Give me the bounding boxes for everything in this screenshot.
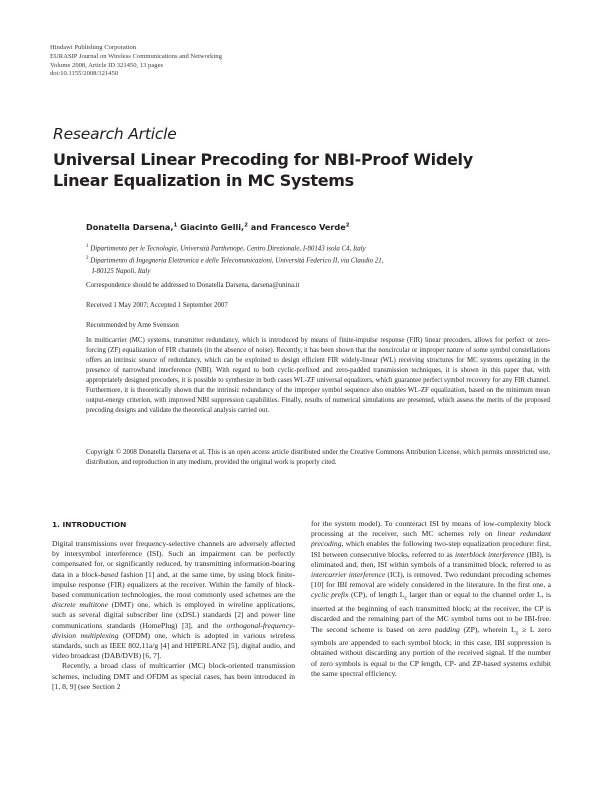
emphasis: intercarrier interference [311,570,386,580]
article-type: Research Article [53,125,177,143]
emphasis: orthogonal-frequency-division multiplexing [52,620,295,640]
doi: doi:10.1155/2008/321450 [50,70,119,78]
author-2: Giacinto Gelli, [177,222,245,232]
text-run: (CP), of length L [348,590,405,600]
affiliation-2-cont: I-80125 Napoli, Italy [92,267,151,275]
subscript: z [515,629,519,637]
affiliation-1-mark: 1 [86,244,89,249]
affiliations [86,242,383,277]
text-run: , which enables the following two-step equalization procedure: first, ISI between consecutive blocks, referred to as [311,539,551,559]
affiliation-1-text: Dipartimento per le Tecnologie, Università Parthenope, Centro Direzionale, I-80143 isola C4, Italy [88,245,366,253]
copyright-notice: Copyright © 2008 Donatella Darsena et al. This is an open access article distributed under the Creative Commons Attribution License, which permits unrestricted use, distribution, and reproduction in any medium, provided the original work is properly cited. [86,449,550,466]
text-run: (ICI), is removed. Two redundant precoding schemes [10] for IBI removal are widely considered in the literature. In the first one, a [311,570,551,590]
affiliation-2-mark: 2 [86,256,89,262]
affiliation-2 [86,254,383,266]
author-1: Donatella Darsena, [86,222,174,232]
journal-header [50,44,222,79]
received-date: Received 1 May 2007; Accepted 1 September 2007 [86,302,228,309]
journal-name: EURASIP Journal on Wireless Communications and Networking [50,52,222,60]
subscript: c [404,594,408,602]
volume-info: Volume 2008, Article ID 321450, 13 pages [50,61,164,69]
abstract: In multicarrier (MC) systems, transmitter redundancy, which is introduced by means of finite-impulse response (FIR) linear precoders, allows for perfect or zero-forcing (ZF) equalization of FIR channels (in the absence of noise). Recently, it has been shown that the noncircular or improper nature of some symbol constellations offers an intrinsic source of redundancy, which can be exploited to design efficient FIR widely-linear (WL) receiving structures for MC systems operating in the presence of narrowband interference (NBI). With regard to both cyclic-prefixed and zero-padded transmission techniques, it is shown in this paper that, with appropriately designed precoders, it is possible to synthesize in both cases WL-ZF universal equalizers, which guarantee perfect symbol recovery for any FIR channel. Furthermore, it is theoretically shown that the intrinsic redundancy of the improper symbol sequence also enables WL-ZF equalization, based on the minimum mean output-energy criterion, with improved NBI suppression capabilities. Finally, results of numerical simulations are presented, which assess the merits of the proposed precoding designs and validate the theoretical analysis carried out. [86,337,550,414]
text-run: for the system model). To counteract ISI by means of low-complexity block processing at the receiver, such MC schemes rely on [311,519,551,539]
title-line-1: Universal Linear Precoding for NBI-Proof Widely [53,150,473,169]
text-run: larger than or equal to the channel order L, is inserted at the beginning of each transmitted block; at the receiver, the CP is discarded and the remaining part of the MC symbol turns out to be IBI-free. The second scheme is based on [311,590,551,634]
author-2-affil: 2 [244,222,248,229]
emphasis: linear redundant precoding [311,529,551,549]
text-run: Digital transmissions over frequency-selective channels are adversely affected by intersymbol interference (ISI). Such an impairment can be perfectly compensated for, or significantly reduced, by transmitting information-bearing data in a [52,539,295,579]
text-run: (DMT) one, which is employed in wireline applications, such as several digital subscriber line (xDSL) standards [2] and power line communications standards (HomePlug) [3], and the [52,600,295,630]
author-1-affil: 1 [173,222,178,229]
publisher: Hindawi Publishing Corporation [50,44,137,51]
affiliation-2-text: Dipartimento di Ingegneria Elettronica e delle Telecomunicazioni, Università Federico II, via Claudio 21, [88,257,384,265]
author-3-affil: 2 [345,222,350,229]
left-column-text [52,539,295,692]
emphasis: cyclic prefix [311,590,349,600]
right-column-text [311,519,551,679]
text-run: (OFDM) one, which is adopted in various wireless standards, such as IEEE 802.11a/g [4] and HIPERLAN2 [5], digital audio, and video broadcast (DAB/DVB) [6, 7]. [52,630,296,661]
paragraph-2: Recently, a broad class of multicarrier (MC) block-oriented transmission schemes, including DMT and OFDM as special cases, has been introduced in [1, 8, 9] (see Section 2 [52,661,295,691]
paragraph-3 [311,519,551,679]
correspondence: Correspondence should be addressed to Donatella Darsena, darsena@unina.it [86,282,300,289]
affiliation-1 [86,242,383,254]
emphasis: zero padding [418,624,460,634]
paragraph-1 [52,539,295,661]
text-run: (ZP), wherein L [459,624,516,634]
author-list [86,222,350,232]
title-line-2: Linear Equalization in MC Systems [53,171,354,190]
emphasis: interblock interference [454,549,525,559]
paper-title [53,149,473,191]
text-run: (IBI), is eliminated and, then, ISI within symbols of a transmitted block, referred to as [311,549,551,569]
author-3: and Francesco Verde [247,222,346,232]
emphasis: block-based [81,569,119,579]
text-run: ≥ L zero symbols are appended to each symbol block; in this case, IBI suppression is obtained without discarding any portion of the received signal. If the number of zero symbols is equal to the CP length, CP- and ZP-based systems exhibit the same spectral efficiency. [311,624,551,678]
recommended-by: Recommended by Arne Svensson [86,322,179,329]
section-heading-introduction: 1. INTRODUCTION [52,520,127,529]
emphasis: discrete multitone [52,600,109,610]
text-run: fashion [1] and, at the same time, by using block finite-impulse response (FIR) equalizers at the receiver. Within the family of block-based communication technologies, the most commonly used schemes are the [52,569,296,600]
